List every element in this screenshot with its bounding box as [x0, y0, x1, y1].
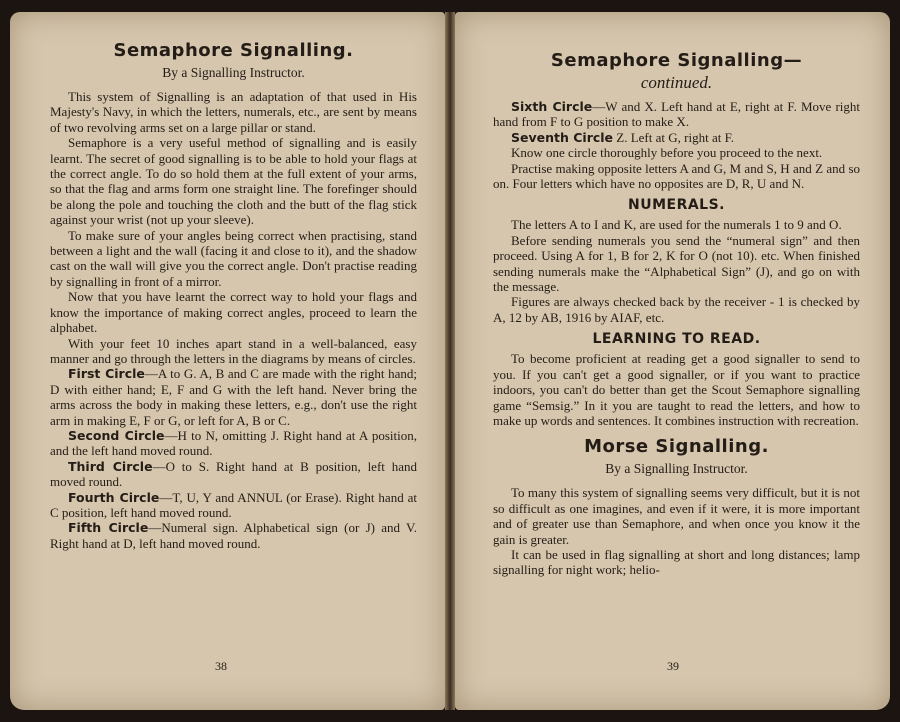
circle-text: —O to S. Right hand at B position, left hand moved round. [50, 458, 417, 490]
right-paragraph: Know one circle thoroughly before you proceed to the next. [511, 145, 823, 161]
circle-text: Z. Left at G, right at F. [613, 129, 735, 145]
left-page-content [50, 40, 417, 551]
circle-text: —Numeral sign. Alphabetical sign (or J) and V. Right hand at D, left hand moved round. [50, 520, 417, 551]
right-page-content [493, 50, 860, 578]
right-paragraph: Before sending numerals you send the “numeral sign” and then proceed. Using A for 1, B for 2, K for O (not 10). etc. When finished sending numerals make the “Alphabetical Sign” (J), and go on with the message. [493, 232, 860, 295]
right-page-title: Semaphore Signalling— [550, 50, 803, 71]
circle-text: —A to G. A, B and C are made with the right hand; D with either hand; E, F and G with the left hand. Never bring the arms across the body in making these letters, e.g., don't use the right arm in making E, F or G, or left for A, B or C. [50, 366, 417, 428]
morse-title: Morse Signalling. [584, 436, 769, 458]
book-gutter [445, 12, 455, 710]
right-page [455, 12, 890, 710]
left-paragraph: Now that you have learnt the correct way to hold your flags and know the importance of making correct angles, proceed to learn the alphabet. [50, 289, 417, 336]
circle-text: —H to N, omitting J. Right hand at A position, and the left hand moved round. [50, 427, 417, 459]
right-paragraph: To many this system of signalling seems very difficult, but it is not so difficult as one imagines, and even if it were, it is more important and of greater use than Semaphore, and when once you know it the gain is greater. [493, 485, 860, 547]
right-page-number: 39 [667, 659, 679, 673]
circle-heading: Third Circle [68, 458, 153, 474]
right-paragraph: To become proficient at reading get a good signaller to send to you. If you can't get a good signaller, or if you want to practice indoors, you can't do better than get the Scout Semaphore signalling game “Semsig.” In it you are taught to read the letters, and how to make up words and sentences. It combines instruction with recreation. [493, 351, 860, 428]
right-paragraph: Practise making opposite letters A and G, M and S, H and Z and so on. Four letters which have no opposites are D, R, U and N. [493, 160, 860, 192]
right-paragraph: The letters A to I and K, are used for the numerals 1 to 9 and O. [511, 217, 842, 233]
numerals-heading: NUMERALS. [627, 197, 726, 214]
circle-entry [50, 490, 417, 521]
right-paragraph: It can be used in flag signalling at short and long distances; lamp signalling for night work; helio- [493, 546, 860, 578]
left-page-number: 38 [215, 659, 227, 673]
left-paragraph: Semaphore is a very useful method of signalling and is easily learnt. The secret of good signalling is to be able to hold your flags at the correct angle. To do so hold them at the full extent of your arms, so that the flag and arms form one straight line. The forefinger should be along the pole and touching the cloth and the butt of the flag stick against your wrist (not up your sleeve). [50, 135, 417, 228]
morse-byline: By a Signalling Instructor. [605, 461, 748, 477]
left-paragraph: This system of Signalling is an adaptation of that used in His Majesty's Navy, in which the letters, numerals, etc., are sent by means of two revolving arms set on a large pillar or stand. [50, 89, 417, 135]
circle-heading: Fifth Circle [68, 520, 149, 536]
circle-heading: First Circle [68, 366, 145, 382]
left-page-title: Semaphore Signalling. [113, 40, 354, 61]
circle-heading: Seventh Circle [511, 129, 614, 145]
left-byline: By a Signalling Instructor. [162, 65, 305, 80]
circle-entry [50, 520, 417, 551]
circle-entry [50, 459, 417, 490]
learning-to-read-heading: LEARNING TO READ. [592, 331, 761, 348]
right-paragraph: Figures are always checked back by the receiver - 1 is checked by A, 12 by AB, 1916 by AIAF, etc. [493, 294, 860, 325]
left-page [10, 12, 445, 710]
circle-entry [50, 428, 417, 459]
circle-heading: Fourth Circle [68, 489, 160, 505]
circle-text: —T, U, Y and ANNUL (or Erase). Right hand at C position, left hand moved round. [50, 489, 417, 520]
circle-entry [493, 99, 860, 130]
circle-heading: Second Circle [68, 427, 165, 443]
right-page-subtitle: continued. [640, 73, 713, 92]
circle-entry [50, 366, 417, 428]
circle-heading: Sixth Circle [511, 99, 593, 114]
circle-entry [493, 130, 860, 145]
circle-text: —W and X. Left hand at E, right at F. Move right hand from F to G position to make X. [493, 99, 860, 130]
left-paragraph: To make sure of your angles being correct when practising, stand between a light and the wall (facing it and close to it), and the shadow cast on the wall will give you the correct angle. Don't practise reading by signalling in front of a mirror. [50, 227, 417, 289]
left-paragraph: With your feet 10 inches apart stand in a well-balanced, easy manner and go through the letters in the diagrams by means of circles. [50, 335, 417, 366]
